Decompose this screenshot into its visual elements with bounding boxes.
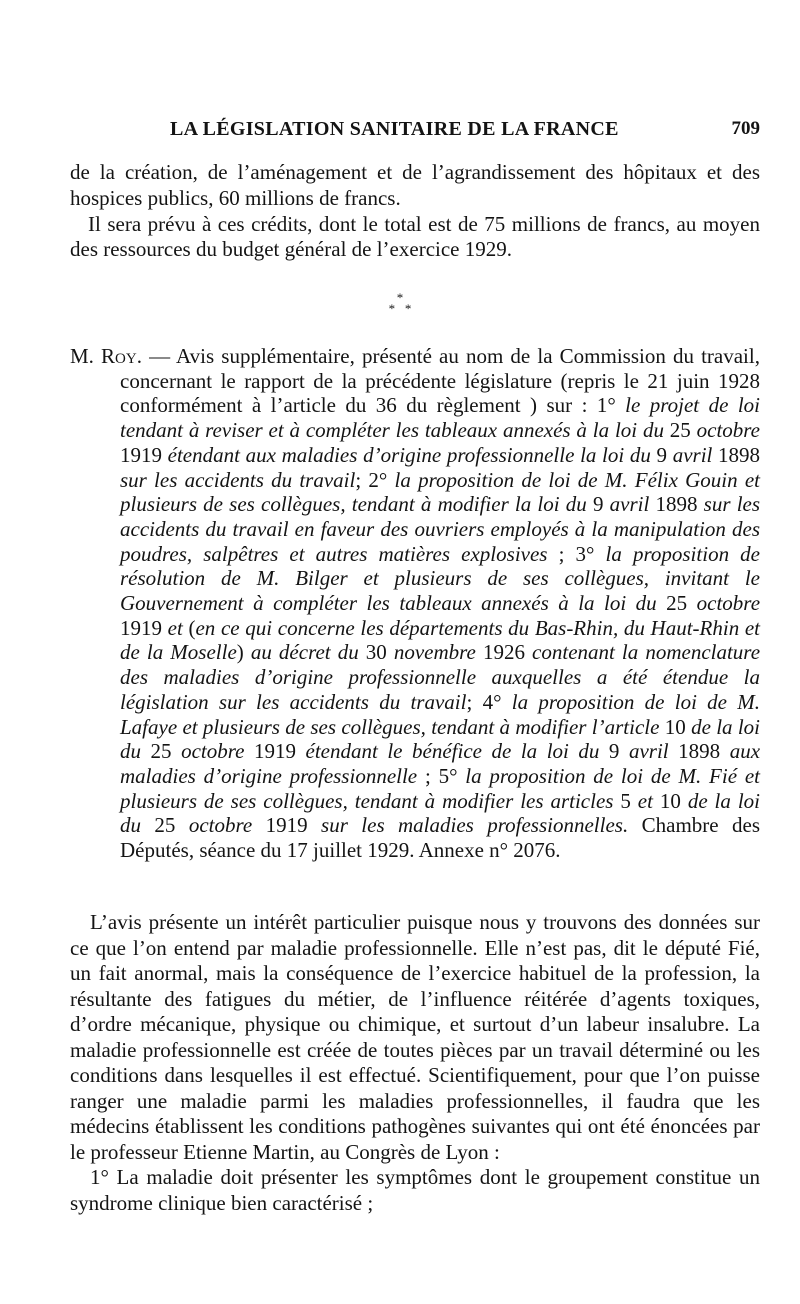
page-header [70, 118, 760, 146]
intro-paragraph-1: de la création, de l’aménagement et de l’agrandissement des hôpitaux et des hospices publics, 60 millions de francs. [70, 160, 760, 210]
body-section [70, 910, 760, 1216]
body-paragraph-2: 1° La maladie doit présenter les symptômes dont le groupement constitue un syndrome clinique bien caractérisé ; [70, 1165, 760, 1215]
intro-paragraph-2: Il sera prévu à ces crédits, dont le total est de 75 millions de francs, au moyen des ressources du budget général de l’exercice 1929. [70, 211, 760, 262]
body-paragraph-1: L’avis présente un intérêt particulier puisque nous y trouvons des données sur ce que l’on entend par maladie professionnelle. Elle n’est pas, dit le député Fié, un fait anormal, mais la conséquence de l’exercice habituel de la profession, la résultante des fatigues du métier, de l’influence réitérée d’agents toxiques, d’ordre mécanique, physique ou chimique, et surtout d’un labeur insalubre. La maladie professionnelle est créée de toutes pièces par un travail déterminé ou les conditions dans lesquelles il est effectué. Scientifiquement, pour que l’on puisse ranger une maladie parmi les maladies professionnelles, il faudra que les médecins établissent les conditions pathogènes suivantes qui ont été énoncées par le professeur Etienne Martin, au Congrès de Lyon : [70, 910, 760, 1164]
entry-paragraph: M. Roy. — Avis supplémentaire, présenté au nom de la Commission du travail, concernant le rapport de la précédente législature (repris le 21 juin 1928 conformément à l’article du 36 du règlement ) sur : 1° le projet de loi tendant à reviser et à compléter les tableaux annexés à la loi du 25 octobre 1919 étendant aux maladies d’origine professionnelle la loi du 9 avril 1898 sur les accidents du travail; 2° la proposition de loi de M. Félix Gouin et plusieurs de ses collègues, tendant à modifier la loi du 9 avril 1898 sur les accidents du travail en faveur des ouvriers employés à la manipulation des poudres, salpêtres et autres matières explosives ; 3° la proposition de résolution de M. Bilger et plusieurs de ses collègues, invitant le Gouvernement à compléter les tableaux annexés à la loi du 25 octobre 1919 et (en ce qui concerne les départements du Bas-Rhin, du Haut-Rhin et de la Moselle) au décret du 30 novembre 1926 contenant la nomenclature des maladies d’origine professionnelle auxquelles a été étendue la législation sur les accidents du travail; 4° la proposition de loi de M. Lafaye et plusieurs de ses collègues, tendant à modifier l’article 10 de la loi du 25 octobre 1919 étendant le bénéfice de la loi du 9 avril 1898 aux maladies d’origine professionnelle ; 5° la proposition de loi de M. Fié et plusieurs de ses collègues, tendant à modifier les articles 5 et 10 de la loi du 25 octobre 1919 sur les maladies professionnelles. Chambre des Députés, séance du 17 juillet 1929. Annexe n° 2076. [70, 344, 761, 863]
running-title: LA LÉGISLATION SANITAIRE DE LA FRANCE [170, 118, 619, 140]
intro-section [70, 160, 760, 263]
entry-author: M. Roy. [70, 344, 142, 368]
asterism-separator: * * * [388, 290, 412, 316]
bibliographic-entry [70, 344, 760, 863]
page-number: 709 [731, 118, 760, 139]
